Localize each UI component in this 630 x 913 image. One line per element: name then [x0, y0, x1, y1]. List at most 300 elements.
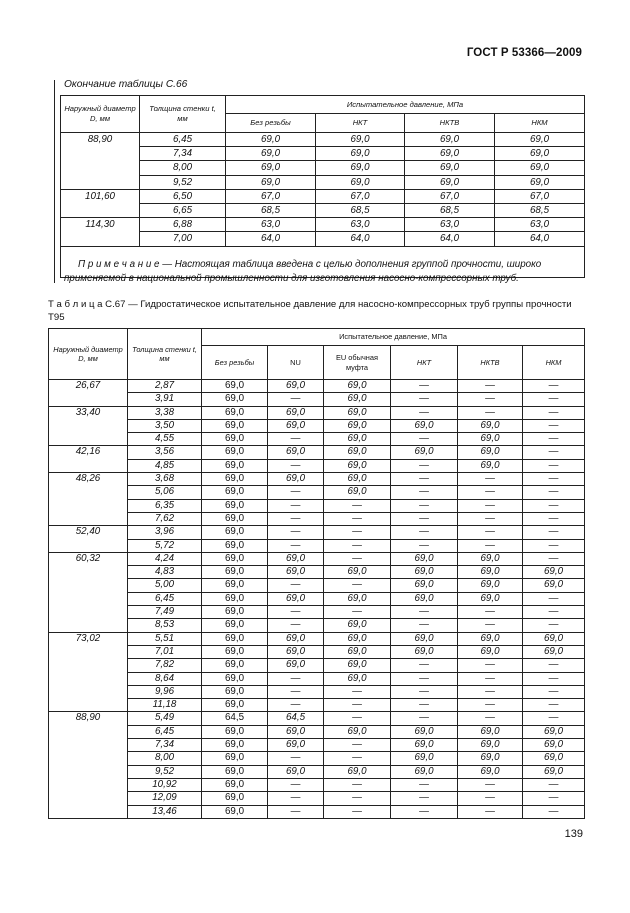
t2-subhead: НКТВ — [458, 346, 523, 380]
t2-cell: — — [391, 526, 458, 539]
table2 — [48, 328, 585, 819]
t2-cell: 69,0 — [391, 592, 458, 605]
t2-cell: 69,0 — [324, 486, 391, 499]
t2-cell: — — [523, 446, 585, 459]
t1-cell: 9,52 — [140, 175, 226, 189]
t2-cell: — — [391, 459, 458, 472]
t2-cell: — — [458, 512, 523, 525]
t2-cell: 5,72 — [128, 539, 202, 552]
t2-cell: — — [523, 526, 585, 539]
t1-cell: 67,0 — [495, 189, 585, 203]
t2-cell: 69,0 — [324, 765, 391, 778]
t2-cell: 69,0 — [268, 645, 324, 658]
t2-cell: 69,0 — [202, 566, 268, 579]
t2-diameter-cell: 33,40 — [49, 406, 128, 446]
t1-diameter-cell: 88,90 — [61, 133, 140, 190]
t2-cell: 69,0 — [324, 566, 391, 579]
t2-cell: 4,85 — [128, 459, 202, 472]
t2-cell: 69,0 — [458, 566, 523, 579]
table-row — [61, 203, 585, 217]
t2-cell: — — [458, 805, 523, 818]
t2-cell: 69,0 — [268, 566, 324, 579]
t1-cell: 63,0 — [316, 218, 405, 232]
t2-cell: 3,50 — [128, 419, 202, 432]
t2-cell: 69,0 — [391, 632, 458, 645]
table-row — [49, 685, 585, 698]
t2-cell: — — [458, 699, 523, 712]
t2-cell: — — [268, 579, 324, 592]
t2-diameter-cell: 52,40 — [49, 526, 128, 553]
t1-cell: 64,0 — [405, 232, 495, 246]
t2-cell: — — [391, 486, 458, 499]
t2-cell: 7,82 — [128, 659, 202, 672]
t1-cell: 69,0 — [226, 133, 316, 147]
t1-head-wall: Толщина стенки t, мм — [140, 96, 226, 133]
t2-cell: — — [268, 486, 324, 499]
t2-cell: 9,96 — [128, 685, 202, 698]
t1-cell: 67,0 — [226, 189, 316, 203]
t2-cell: 69,0 — [268, 446, 324, 459]
t2-cell: 69,0 — [324, 459, 391, 472]
t2-cell: — — [523, 792, 585, 805]
t2-cell: 69,0 — [202, 645, 268, 658]
t1-cell: 69,0 — [316, 161, 405, 175]
t2-cell: 69,0 — [268, 659, 324, 672]
t2-cell: — — [268, 685, 324, 698]
t2-cell: — — [324, 526, 391, 539]
t2-cell: 69,0 — [268, 406, 324, 419]
t2-cell: 5,49 — [128, 712, 202, 725]
t2-cell: — — [458, 526, 523, 539]
table1 — [60, 95, 585, 278]
t2-cell: 69,0 — [268, 473, 324, 486]
t2-cell: — — [523, 712, 585, 725]
t2-cell: — — [458, 393, 523, 406]
t2-cell: 6,35 — [128, 499, 202, 512]
t2-cell: — — [268, 539, 324, 552]
t1-cell: 69,0 — [226, 161, 316, 175]
t2-cell: 7,62 — [128, 512, 202, 525]
t2-cell: 69,0 — [391, 739, 458, 752]
t1-diameter-cell: 114,30 — [61, 218, 140, 246]
t1-cell: 6,50 — [140, 189, 226, 203]
t2-cell: 69,0 — [391, 552, 458, 565]
t2-cell: 69,0 — [523, 632, 585, 645]
table-row — [49, 499, 585, 512]
t2-cell: 69,0 — [202, 419, 268, 432]
table-row — [49, 486, 585, 499]
t2-cell: 69,0 — [202, 406, 268, 419]
t2-cell: 69,0 — [202, 805, 268, 818]
t2-cell: — — [324, 552, 391, 565]
t2-cell: — — [523, 419, 585, 432]
t2-cell: 10,92 — [128, 778, 202, 791]
t2-diameter-cell: 60,32 — [49, 552, 128, 632]
table-row — [61, 161, 585, 175]
t1-subhead: НКТ — [316, 114, 405, 133]
t2-cell: 69,0 — [391, 752, 458, 765]
t2-cell: — — [391, 539, 458, 552]
t2-cell: — — [523, 552, 585, 565]
t1-cell: 69,0 — [405, 133, 495, 147]
t1-cell: 6,65 — [140, 203, 226, 217]
t2-cell: — — [268, 606, 324, 619]
t2-cell: — — [324, 539, 391, 552]
t2-diameter-cell: 42,16 — [49, 446, 128, 473]
t1-cell: 63,0 — [405, 218, 495, 232]
t2-cell: — — [268, 752, 324, 765]
t2-cell: 3,68 — [128, 473, 202, 486]
t2-cell: — — [523, 672, 585, 685]
t2-cell: 5,51 — [128, 632, 202, 645]
table2-caption: Т а б л и ц а С.67 — Гидростатическое испытательное давление для насосно-компрессорных труб группы прочности Т95 — [48, 299, 572, 324]
table-row — [49, 579, 585, 592]
t2-cell: 69,0 — [202, 499, 268, 512]
t2-cell: 69,0 — [324, 659, 391, 672]
t2-cell: 69,0 — [202, 380, 268, 393]
t2-cell: — — [391, 778, 458, 791]
t2-cell: — — [268, 619, 324, 632]
t2-cell: — — [523, 685, 585, 698]
t2-cell: 69,0 — [202, 792, 268, 805]
t2-cell: 64,5 — [268, 712, 324, 725]
t2-cell: 8,53 — [128, 619, 202, 632]
note-text: — Настоящая таблица введена с целью дополнения группой прочности, широко применяемой в национальной промышленности для изготовления насосно-компрессорных труб. — [64, 259, 542, 284]
t2-cell: 12,09 — [128, 792, 202, 805]
t1-cell: 68,5 — [316, 203, 405, 217]
table-row — [49, 739, 585, 752]
t2-diameter-cell: 73,02 — [49, 632, 128, 712]
t1-subhead: Без резьбы — [226, 114, 316, 133]
t2-cell: 69,0 — [202, 619, 268, 632]
t2-cell: — — [268, 499, 324, 512]
t2-cell: 3,38 — [128, 406, 202, 419]
t2-cell: — — [324, 606, 391, 619]
t2-cell: — — [458, 685, 523, 698]
t2-cell: — — [523, 459, 585, 472]
t2-cell: 69,0 — [202, 512, 268, 525]
t2-cell: — — [458, 473, 523, 486]
t1-cell: 68,5 — [226, 203, 316, 217]
t2-cell: 69,0 — [391, 645, 458, 658]
t2-cell: 69,0 — [324, 632, 391, 645]
t1-cell: 69,0 — [495, 147, 585, 161]
t1-head-diameter: Наружный диаметр D, мм — [61, 96, 140, 133]
t2-cell: — — [324, 499, 391, 512]
t2-cell: 69,0 — [458, 752, 523, 765]
t2-cell: — — [391, 499, 458, 512]
t2-cell: — — [268, 699, 324, 712]
t2-cell: 69,0 — [268, 592, 324, 605]
page-number: 139 — [564, 828, 583, 840]
table-row — [49, 792, 585, 805]
t2-cell: 64,5 — [202, 712, 268, 725]
t1-subhead: НКТВ — [405, 114, 495, 133]
table-row — [49, 406, 585, 419]
t2-cell: 69,0 — [523, 752, 585, 765]
t2-cell: — — [523, 433, 585, 446]
t2-cell: 13,46 — [128, 805, 202, 818]
t1-cell: 64,0 — [495, 232, 585, 246]
table-row — [49, 433, 585, 446]
t2-cell: 69,0 — [391, 566, 458, 579]
t1-cell: 6,45 — [140, 133, 226, 147]
table-row — [49, 539, 585, 552]
t2-cell: — — [391, 712, 458, 725]
t1-diameter-cell: 101,60 — [61, 189, 140, 217]
t2-cell: 6,45 — [128, 592, 202, 605]
t2-cell: — — [523, 512, 585, 525]
t2-cell: — — [523, 778, 585, 791]
table1-caption: Окончание таблицы С.66 — [64, 79, 188, 90]
t2-cell: — — [391, 659, 458, 672]
t1-cell: 69,0 — [495, 175, 585, 189]
table-row — [49, 380, 585, 393]
t2-cell: 69,0 — [202, 526, 268, 539]
t1-cell: 69,0 — [405, 175, 495, 189]
t1-head-pressure: Испытательное давление, МПа — [226, 96, 585, 114]
t2-cell: 4,55 — [128, 433, 202, 446]
t2-cell: — — [268, 778, 324, 791]
t1-cell: 63,0 — [226, 218, 316, 232]
t2-cell: 9,52 — [128, 765, 202, 778]
t2-cell: 69,0 — [391, 725, 458, 738]
t2-cell: 69,0 — [324, 406, 391, 419]
table-row — [49, 419, 585, 432]
t2-head-wall: Толщина стенки t, мм — [128, 329, 202, 380]
t1-cell: 67,0 — [405, 189, 495, 203]
t2-cell: — — [458, 606, 523, 619]
t1-cell: 69,0 — [405, 161, 495, 175]
t2-cell: 3,91 — [128, 393, 202, 406]
t2-cell: 69,0 — [202, 446, 268, 459]
t1-cell: 69,0 — [495, 133, 585, 147]
t2-cell: 69,0 — [268, 632, 324, 645]
t2-cell: — — [523, 380, 585, 393]
t2-cell: — — [458, 539, 523, 552]
t2-cell: 69,0 — [523, 579, 585, 592]
t2-cell: 6,45 — [128, 725, 202, 738]
t2-cell: 8,00 — [128, 752, 202, 765]
t2-cell: — — [268, 393, 324, 406]
table-row — [49, 552, 585, 565]
t2-cell: — — [391, 792, 458, 805]
table-row — [49, 659, 585, 672]
t2-cell: 69,0 — [458, 433, 523, 446]
t2-cell: — — [458, 659, 523, 672]
t2-cell: 4,83 — [128, 566, 202, 579]
t2-cell: 69,0 — [458, 645, 523, 658]
t2-cell: 69,0 — [324, 433, 391, 446]
t1-cell: 7,00 — [140, 232, 226, 246]
t1-cell: 69,0 — [316, 175, 405, 189]
t2-diameter-cell: 88,90 — [49, 712, 128, 818]
note-label: П р и м е ч а н и е — [78, 259, 160, 270]
t2-cell: — — [458, 792, 523, 805]
table-row — [49, 526, 585, 539]
table-row — [49, 566, 585, 579]
t1-cell: 64,0 — [226, 232, 316, 246]
t2-cell: — — [391, 619, 458, 632]
t2-cell: 69,0 — [391, 579, 458, 592]
table-row — [61, 232, 585, 246]
t2-cell: — — [391, 672, 458, 685]
t2-cell: — — [324, 685, 391, 698]
table-row — [49, 778, 585, 791]
table-row — [61, 218, 585, 232]
table-row — [49, 512, 585, 525]
t2-cell: — — [523, 699, 585, 712]
t2-cell: 69,0 — [324, 393, 391, 406]
t2-cell: — — [324, 739, 391, 752]
t1-cell: 69,0 — [226, 175, 316, 189]
t1-subhead: НКМ — [495, 114, 585, 133]
t2-cell: — — [268, 672, 324, 685]
t2-cell: 69,0 — [523, 765, 585, 778]
table-row — [49, 592, 585, 605]
table-row — [49, 459, 585, 472]
t2-cell: 5,00 — [128, 579, 202, 592]
t2-cell: 69,0 — [268, 739, 324, 752]
t2-cell: 69,0 — [202, 672, 268, 685]
t2-cell: — — [458, 406, 523, 419]
t2-cell: 69,0 — [202, 685, 268, 698]
t2-cell: 3,56 — [128, 446, 202, 459]
t2-cell: 69,0 — [202, 765, 268, 778]
table-row — [61, 147, 585, 161]
table-row — [49, 393, 585, 406]
t2-cell: — — [324, 752, 391, 765]
t2-cell: — — [391, 685, 458, 698]
t2-cell: — — [523, 606, 585, 619]
t2-cell: 69,0 — [324, 672, 391, 685]
table1-note — [64, 258, 578, 285]
t2-cell: — — [391, 606, 458, 619]
t1-cell: 69,0 — [316, 133, 405, 147]
table-row — [49, 645, 585, 658]
t2-cell: 4,24 — [128, 552, 202, 565]
t2-cell: — — [523, 619, 585, 632]
t2-subhead: НКТ — [391, 346, 458, 380]
t2-cell: 5,06 — [128, 486, 202, 499]
t2-cell: — — [324, 805, 391, 818]
t2-cell: 2,87 — [128, 380, 202, 393]
table-row — [49, 699, 585, 712]
t2-cell: 69,0 — [202, 699, 268, 712]
t2-cell: — — [324, 579, 391, 592]
t2-cell: 69,0 — [202, 393, 268, 406]
t2-cell: 69,0 — [202, 473, 268, 486]
table-row — [61, 175, 585, 189]
t2-cell: — — [458, 672, 523, 685]
t2-cell: 7,34 — [128, 739, 202, 752]
t2-head-pressure: Испытательное давление, МПа — [202, 329, 585, 346]
t2-cell: 69,0 — [523, 739, 585, 752]
table-row — [49, 473, 585, 486]
t2-cell: 69,0 — [324, 592, 391, 605]
t2-cell: 69,0 — [458, 765, 523, 778]
t2-cell: 69,0 — [202, 486, 268, 499]
t2-cell: 69,0 — [268, 380, 324, 393]
t2-cell: 69,0 — [202, 552, 268, 565]
table-row — [49, 632, 585, 645]
t2-cell: 69,0 — [391, 765, 458, 778]
t2-cell: 69,0 — [202, 725, 268, 738]
t2-cell: 8,64 — [128, 672, 202, 685]
t2-cell: — — [391, 406, 458, 419]
t2-cell: 69,0 — [458, 632, 523, 645]
table-row — [49, 752, 585, 765]
t2-cell: — — [523, 539, 585, 552]
t2-cell: — — [391, 380, 458, 393]
t2-cell: — — [324, 778, 391, 791]
t2-cell: — — [268, 433, 324, 446]
t2-cell: 7,49 — [128, 606, 202, 619]
t2-cell: 69,0 — [202, 632, 268, 645]
t1-cell: 69,0 — [495, 161, 585, 175]
t2-subhead: EU обычная муфта — [324, 346, 391, 380]
t2-cell: 69,0 — [202, 539, 268, 552]
t2-cell: — — [523, 473, 585, 486]
t2-cell: 69,0 — [324, 419, 391, 432]
t2-head-diameter: Наружный диаметр D, мм — [49, 329, 128, 380]
table-row — [49, 725, 585, 738]
t2-cell: 69,0 — [268, 419, 324, 432]
t2-cell: 69,0 — [324, 380, 391, 393]
t2-cell: 69,0 — [523, 566, 585, 579]
t1-cell: 69,0 — [316, 147, 405, 161]
t2-cell: 69,0 — [202, 459, 268, 472]
t2-cell: — — [458, 380, 523, 393]
t2-cell: 69,0 — [391, 446, 458, 459]
t2-cell: — — [268, 805, 324, 818]
t2-cell: — — [458, 712, 523, 725]
t1-cell: 69,0 — [405, 147, 495, 161]
t2-cell: — — [324, 712, 391, 725]
t2-cell: 69,0 — [324, 473, 391, 486]
t2-cell: 69,0 — [523, 725, 585, 738]
t1-cell: 7,34 — [140, 147, 226, 161]
table-row — [49, 805, 585, 818]
table-row — [61, 189, 585, 203]
t2-cell: 69,0 — [268, 725, 324, 738]
t2-cell: — — [391, 473, 458, 486]
t2-cell: — — [391, 393, 458, 406]
standard-number: ГОСТ Р 53366—2009 — [466, 47, 582, 59]
t2-cell: — — [458, 499, 523, 512]
t2-cell: 69,0 — [324, 619, 391, 632]
t2-cell: — — [391, 512, 458, 525]
t2-cell: — — [523, 592, 585, 605]
t2-cell: — — [268, 792, 324, 805]
t2-cell: 69,0 — [458, 552, 523, 565]
t2-cell: — — [268, 512, 324, 525]
t2-cell: 69,0 — [391, 419, 458, 432]
t1-cell: 68,5 — [495, 203, 585, 217]
t1-cell: 63,0 — [495, 218, 585, 232]
t2-cell: — — [523, 659, 585, 672]
t2-cell: — — [324, 792, 391, 805]
table-row — [49, 619, 585, 632]
t2-cell: 69,0 — [324, 645, 391, 658]
t2-cell: — — [391, 699, 458, 712]
t2-diameter-cell: 26,67 — [49, 380, 128, 407]
t2-cell: — — [523, 406, 585, 419]
t2-diameter-cell: 48,26 — [49, 473, 128, 526]
t2-cell: — — [324, 512, 391, 525]
t2-cell: — — [458, 486, 523, 499]
t2-subhead: Без резьбы — [202, 346, 268, 380]
